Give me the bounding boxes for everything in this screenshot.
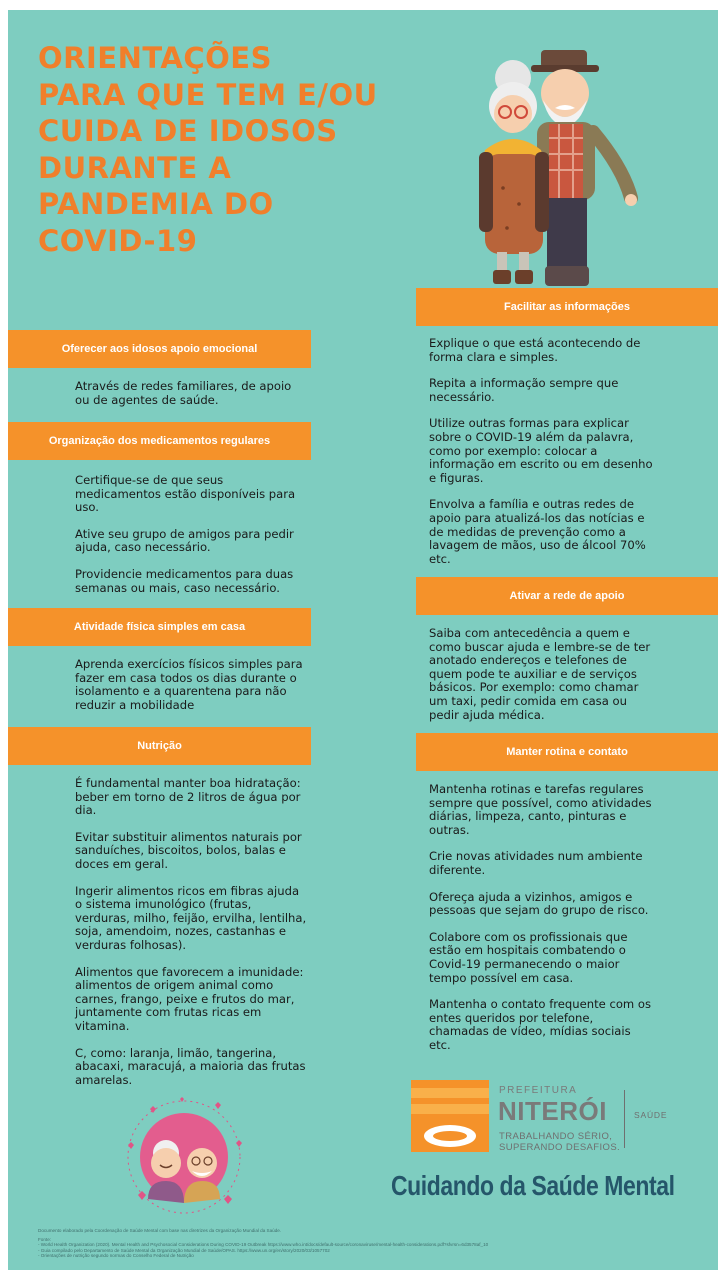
section-header-information: Facilitar as informações <box>416 288 718 326</box>
paragraph: Mantenha rotinas e tarefas regulares sempre que possível, como atividades diárias, limpeza, canto, pinturas e outras. <box>429 782 652 837</box>
paragraph: Envolva a família e outras redes de apoio para atualizá-los das notícias e de medidas de prevenção como a lavagem de mãos, uso de álcool 70% etc. <box>429 497 646 566</box>
title-line: PARA QUE TEM E/OU <box>38 77 378 112</box>
paragraph: Certifique-se de que seus medicamentos estão disponíveis para uso. <box>75 473 296 515</box>
footnote-line: Documento elaborado pela Coordenação de Saúde Mental com base nas diretrizes da Organização Mundial da Saúde. <box>38 1228 282 1233</box>
paragraph: Aprenda exercícios físicos simples para fazer em casa todos os dias durante o isolamento e a quarentena para não reduzir a mobilidade <box>75 657 303 712</box>
page-title <box>38 40 428 259</box>
paragraph: Mantenha o contato frequente com os entes queridos por telefone, chamadas de vídeo, mídias sociais etc. <box>429 997 652 1052</box>
logo-divider <box>624 1090 625 1148</box>
paragraph: Ingerir alimentos ricos em fibras ajuda o sistema imunológico (frutas, verduras, milho, feijão, ervilha, lentilha, soja, amendoim, nozes, castanhas e verduras folhosas). <box>75 883 307 952</box>
paragraph: É fundamental manter boa hidratação: beber em torno de 2 litros de água por dia. <box>75 776 301 818</box>
logo-motto-line: TRABALHANDO SÉRIO, <box>499 1131 613 1142</box>
paragraph: Utilize outras formas para explicar sobre o COVID-19 além da palavra, como por exemplo: colocar a informação em escrito ou em desenho e figuras. <box>429 416 653 485</box>
section-body-routine-contact <box>429 783 655 1066</box>
paragraph: Ative seu grupo de amigos para pedir ajuda, caso necessário. <box>75 526 294 555</box>
section-body-emotional-support <box>75 380 307 420</box>
section-body-information <box>429 337 655 579</box>
paragraph: Alimentos que favorecem a imunidade: alimentos de origem animal como carnes, frango, peixe e frutos do mar, juntamente com frutas ricas em vitamina. <box>75 964 304 1033</box>
paragraph: Explique o que está acontecendo de forma clara e simples. <box>429 336 641 364</box>
heart-couple-illustration <box>120 1095 248 1220</box>
paragraph: Saiba com antecedência a quem e como buscar ajuda e lembre-se de ter anotado endereços e telefones de quem pode te auxiliar e de serviços básicos. Por exemplo: como chamar um taxi, pedir comida em casa ou pedir ajuda médica. <box>429 626 651 722</box>
paragraph: C, como: laranja, limão, tangerina, abacaxi, maracujá, a maioria das frutas amarelas. <box>75 1045 306 1087</box>
paragraph: Providencie medicamentos para duas semanas ou mais, caso necessário. <box>75 566 294 595</box>
footnote-line: - World Health Organization (2020). Mental Health and Psychosocial Considerations During COVID-19 Outbreak https://www.who.int/docs/default-source/coronaviruse/mental-health-considerations.pdf?sfvrsn=6d3578af_10 <box>38 1242 489 1248</box>
elderly-couple-illustration <box>463 38 643 290</box>
logo-city-text: NITERÓI <box>498 1096 607 1126</box>
section-body-nutrition <box>75 777 307 1100</box>
footnote-line: - Orientações de nutrição segundo normas do Conselho Federal de Nutrição <box>38 1253 194 1259</box>
paragraph: Ofereça ajuda a vizinhos, amigos e pessoas que sejam do grupo de risco. <box>429 889 649 918</box>
section-header-medications: Organização dos medicamentos regulares <box>8 422 311 460</box>
logo-division-text: SAÚDE <box>634 1110 668 1120</box>
paragraph: Repita a informação sempre que necessário. <box>429 376 619 404</box>
footnote-line: Fonte: <box>38 1236 52 1242</box>
title-line: CUIDA DE IDOSOS <box>38 114 338 148</box>
logo-motto-line: SUPERANDO DESAFIOS. <box>499 1142 621 1153</box>
section-body-medications <box>75 474 307 608</box>
niteroi-emblem-icon <box>411 1080 489 1152</box>
section-body-support-network <box>429 627 659 735</box>
campaign-slogan: Cuidando da Saúde Mental <box>391 1170 675 1201</box>
logo-motto <box>499 1131 629 1153</box>
footnote-line: - Guia compilado pelo Departamento de Saúde Mental da Organização Mundial de Saúde/OPAS. https://www.un.org/en/story/2020/03/1057702 <box>38 1247 330 1253</box>
logo-prefeitura-text: PREFEITURA <box>499 1085 578 1096</box>
section-header-physical-activity: Atividade física simples em casa <box>8 608 311 646</box>
niteroi-logo <box>411 1080 701 1170</box>
title-line: DURANTE A <box>38 150 232 185</box>
section-header-support-network: Ativar a rede de apoio <box>416 577 718 615</box>
title-line: PANDEMIA DO <box>38 187 274 221</box>
section-header-nutrition: Nutrição <box>8 727 311 765</box>
title-line: ORIENTAÇÕES <box>38 41 272 75</box>
paragraph: Crie novas atividades num ambiente diferente. <box>429 849 643 877</box>
infographic-page <box>8 10 718 1270</box>
section-header-routine-contact: Manter rotina e contato <box>416 733 718 771</box>
paragraph: Evitar substituir alimentos naturais por sanduíches, biscoitos, bolos, balas e doces em geral. <box>75 829 302 871</box>
paragraph: Colabore com os profissionais que estão em hospitais combatendo o Covid-19 permanecendo o maior tempo possível em casa. <box>429 929 628 985</box>
footnote-sources <box>38 1228 598 1259</box>
section-body-physical-activity <box>75 658 307 725</box>
section-header-emotional-support: Oferecer aos idosos apoio emocional <box>8 330 311 368</box>
paragraph: Através de redes familiares, de apoio ou de agentes de saúde. <box>75 379 292 407</box>
title-line: COVID-19 <box>38 223 198 258</box>
